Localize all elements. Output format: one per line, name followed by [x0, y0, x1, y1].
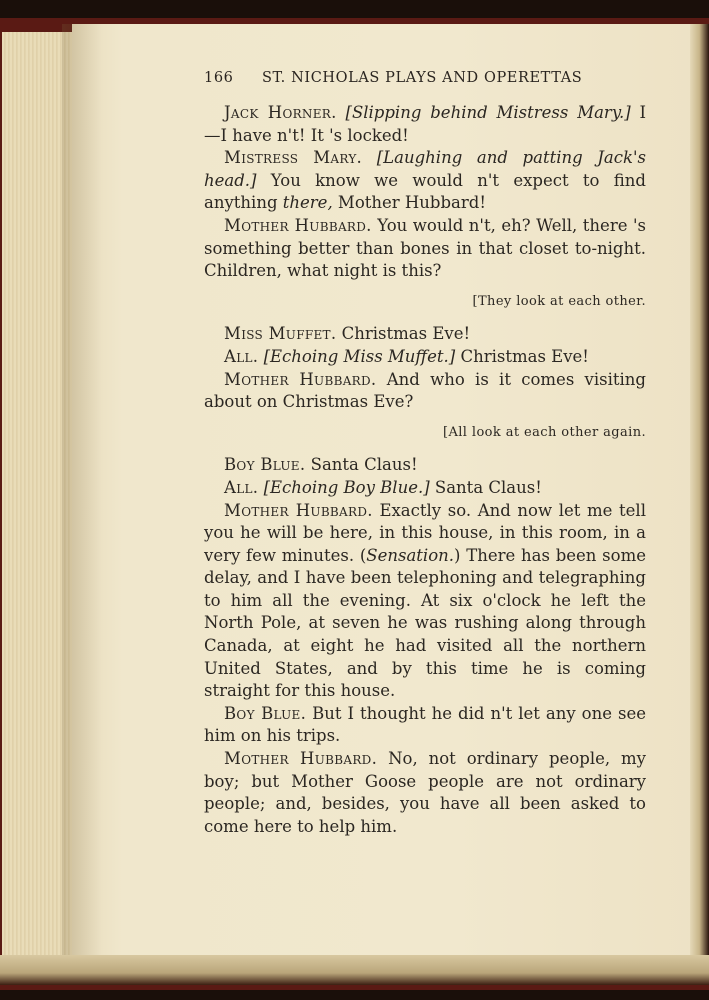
- stage-direction-right: [They look at each other.: [472, 293, 646, 309]
- speaker-name: All.: [224, 346, 259, 366]
- speaker-name: Mother Hubbard.: [224, 749, 378, 769]
- dialogue-text: You would n't, eh? Well, there 's something better than bones in that closet to-night. Children, what night is this?: [204, 215, 646, 281]
- emphasis: there,: [282, 193, 333, 213]
- dialogue-text: Christmas Eve!: [336, 324, 471, 344]
- dialogue-text: Christmas Eve!: [455, 346, 589, 366]
- right-page-edge: [690, 24, 709, 974]
- speaker-name: Mother Hubbard.: [224, 500, 373, 520]
- speaker-name: All.: [224, 477, 259, 497]
- dialogue-text: ) There has been some delay, and I have been telephoning and telegraphing to him all the evening. At six o'clock he left the North Pole, at seven he was rushing along through Canada, at eight he had visited all the northern United States, and by this time he is coming straight for this house.: [204, 545, 646, 701]
- dialogue-text: You know we would n't expect to find anything: [204, 170, 646, 213]
- dialogue-mother-hubbard: [204, 748, 646, 838]
- bottom-page-edge: [0, 955, 709, 985]
- dialogue-text: And who is it comes visiting about on Christmas Eve?: [204, 369, 646, 412]
- speaker-name: Miss Muffet.: [224, 324, 337, 344]
- dialogue-all: [204, 346, 646, 369]
- speaker-name: Mistress Mary.: [224, 148, 363, 168]
- stage-direction: [Laughing and patting Jack's head.]: [204, 148, 646, 190]
- stage-direction: [Slipping behind Mistress Mary.]: [345, 103, 631, 122]
- dialogue-text: I —I have n't! It 's locked!: [204, 103, 646, 145]
- dialogue-text: But I thought he did n't let any one see him on his trips.: [204, 703, 646, 746]
- dialogue-jack-horner: [204, 102, 646, 147]
- speaker-name: Mother Hubbard.: [224, 369, 377, 389]
- dialogue-text: Santa Claus!: [429, 477, 542, 497]
- stage-direction-right: [All look at each other again.: [442, 424, 646, 440]
- speaker-name: Boy Blue.: [224, 455, 306, 475]
- dialogue-boy-blue: [204, 454, 646, 477]
- dialogue-text: Exactly so. And now let me tell you he will be here, in this house, in this room, in a very few minutes. (: [204, 500, 646, 565]
- speaker-name: Jack Horner.: [224, 103, 337, 122]
- dialogue-miss-muffet: [204, 323, 646, 346]
- dialogue-mother-hubbard: [204, 369, 646, 414]
- running-head: [204, 70, 646, 86]
- dialogue-text: Mother Hubbard!: [332, 193, 486, 213]
- dialogue-mother-hubbard: [204, 500, 646, 703]
- speaker-name: Boy Blue.: [224, 703, 307, 723]
- dialogue-mother-hubbard: [204, 215, 646, 283]
- dialogue-text: No, not ordinary people, my boy; but Mother Goose people are not ordinary people; and, besides, you have all been asked to come here to help him.: [204, 749, 646, 836]
- stage-direction: Sensation.: [366, 545, 455, 565]
- dialogue-all: [204, 477, 646, 500]
- page-text: [204, 102, 646, 838]
- stage-direction: [Echoing Boy Blue.]: [263, 477, 430, 497]
- speaker-name: Mother Hubbard.: [224, 215, 372, 235]
- dialogue-mistress-mary: [204, 147, 646, 215]
- stage-direction: [Echoing Miss Muffet.]: [263, 346, 456, 366]
- dialogue-boy-blue: [204, 703, 646, 748]
- page-number: 166: [204, 70, 234, 86]
- gutter-shadow: [62, 24, 102, 974]
- running-title: ST. NICHOLAS PLAYS AND OPERETTAS: [262, 70, 583, 86]
- dialogue-text: Santa Claus!: [305, 455, 418, 475]
